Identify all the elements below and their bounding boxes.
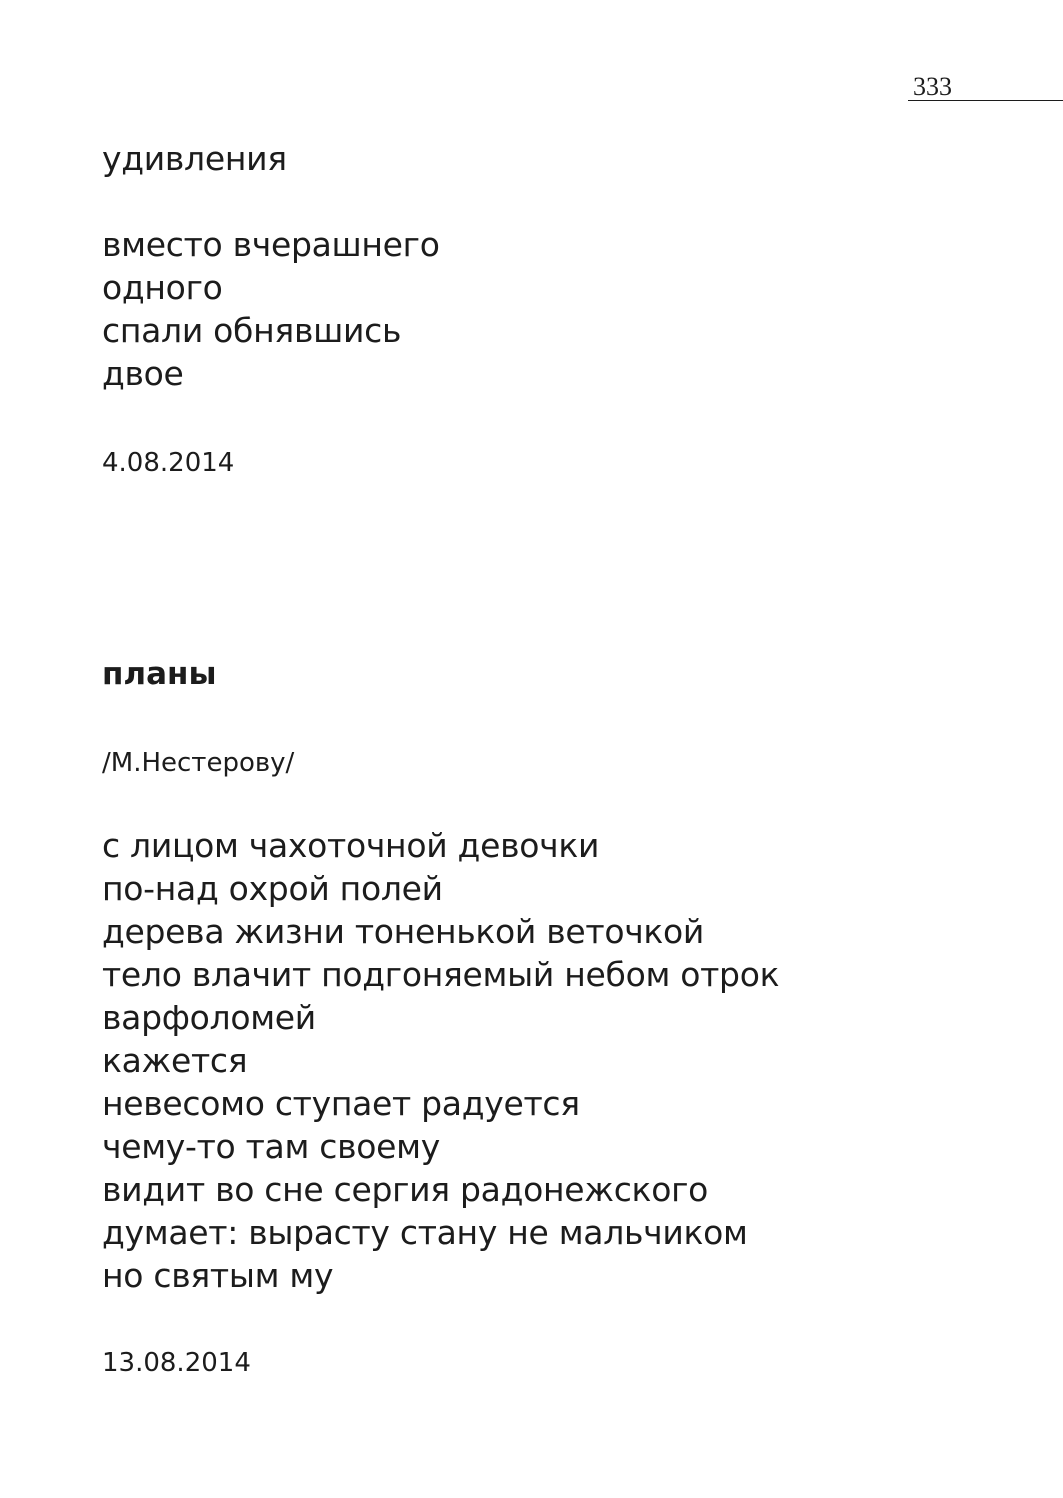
poem-line: вместо вчерашнего	[102, 225, 440, 264]
poem-date: 4.08.2014	[102, 448, 235, 478]
header-rule	[908, 100, 1063, 101]
poem-dedication: /М.Нестерову/	[102, 748, 295, 778]
poem-line: по-над охрой полей	[102, 869, 443, 908]
poem-line: но святым му	[102, 1256, 334, 1295]
poem-line: дерева жизни тоненькой веточкой	[102, 912, 705, 951]
poem-line: варфоломей	[102, 998, 316, 1037]
poem-line: невесомо ступает радуется	[102, 1084, 580, 1123]
poem-line: чему-то там своему	[102, 1127, 440, 1166]
page-number: 333	[913, 72, 952, 101]
poem-line: одного	[102, 268, 223, 307]
poem-line: кажется	[102, 1041, 248, 1080]
poem-line: видит во сне сергия радонежского	[102, 1170, 709, 1209]
poem-date: 13.08.2014	[102, 1348, 251, 1378]
poem-line: спали обнявшись	[102, 311, 402, 350]
poem-line: тело влачит подгоняемый небом отрок	[102, 955, 780, 994]
poem-line: двое	[102, 354, 184, 393]
poem-line: с лицом чахоточной девочки	[102, 826, 600, 865]
poem-title: планы	[102, 656, 217, 692]
poem-line: думает: вырасту стану не мальчиком	[102, 1213, 748, 1252]
poem-line: удивления	[102, 139, 287, 178]
